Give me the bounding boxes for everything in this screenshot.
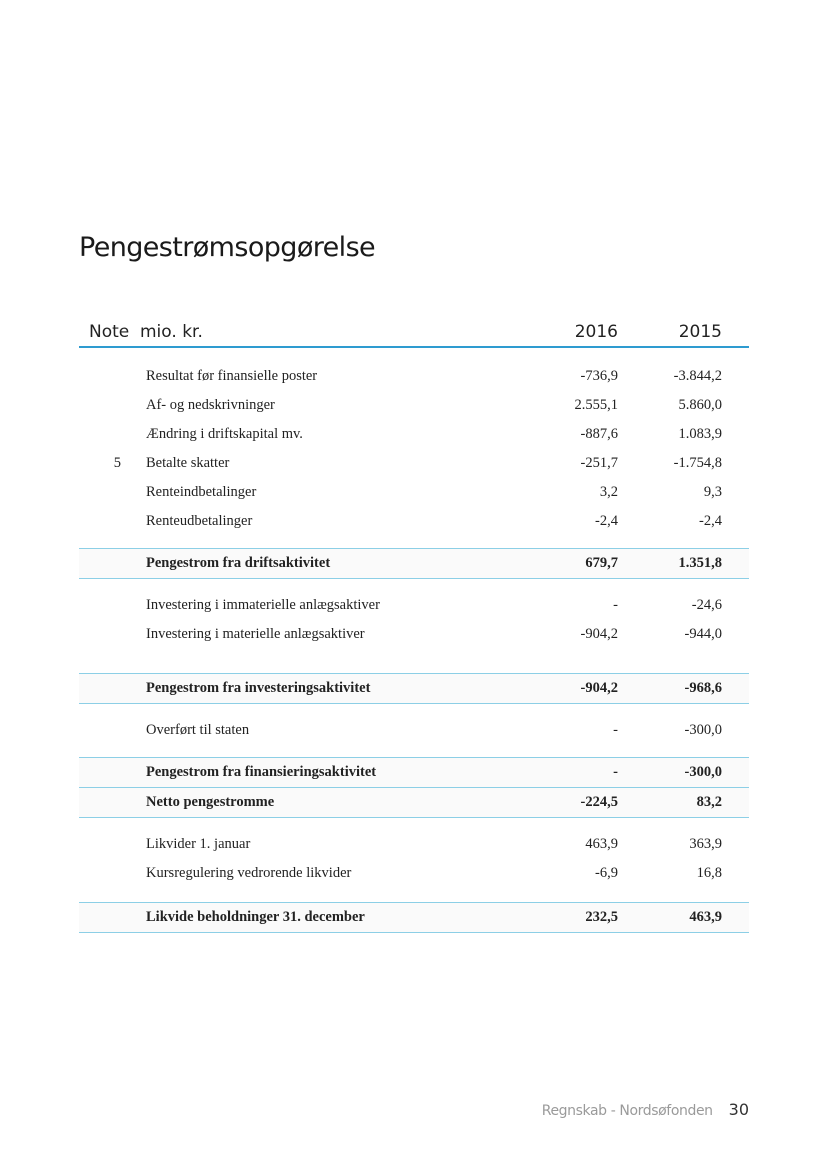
footer-text: Regnskab - Nordsøfonden xyxy=(541,1103,713,1119)
row-label: Renteindbetalinger xyxy=(146,484,257,500)
table-header xyxy=(79,318,749,348)
row-value-2016: -6,9 xyxy=(595,865,618,881)
header-year-2015: 2015 xyxy=(678,322,722,342)
row-label: Resultat før finansielle poster xyxy=(146,368,318,384)
row-label: Af- og nedskrivninger xyxy=(146,397,275,413)
total-row-net xyxy=(79,788,749,818)
row-label: Ændring i driftskapital mv. xyxy=(146,426,303,442)
row-label: Likvide beholdninger 31. december xyxy=(146,909,365,925)
row-value-2015: 5.860,0 xyxy=(678,397,722,413)
row-label: Pengestrom fra investeringsaktivitet xyxy=(146,680,371,696)
row-label: Investering i materielle anlægsaktiver xyxy=(146,626,365,642)
cash-flow-table xyxy=(79,318,749,933)
row-value-2015: 16,8 xyxy=(696,865,722,881)
header-year-2016: 2016 xyxy=(574,322,618,342)
table-row xyxy=(79,507,749,536)
row-value-2016: - xyxy=(613,597,618,613)
row-value-2015: 363,9 xyxy=(689,836,722,852)
total-row-final xyxy=(79,902,749,933)
total-row-investing xyxy=(79,673,749,704)
row-value-2016: -224,5 xyxy=(580,794,618,810)
total-row-operating xyxy=(79,548,749,579)
table-row xyxy=(79,716,749,745)
row-value-2015: -300,0 xyxy=(684,764,722,780)
row-note: 5 xyxy=(113,455,121,471)
row-value-2015: -300,0 xyxy=(684,722,722,738)
row-value-2015: -968,6 xyxy=(684,680,722,696)
row-value-2016: -887,6 xyxy=(580,426,618,442)
row-value-2015: 1.351,8 xyxy=(678,555,722,571)
table-row xyxy=(79,620,749,649)
row-value-2016: -904,2 xyxy=(580,680,618,696)
row-value-2016: -251,7 xyxy=(580,455,618,471)
row-value-2016: - xyxy=(613,764,618,780)
table-row xyxy=(79,391,749,420)
row-value-2015: -2,4 xyxy=(699,513,722,529)
row-value-2015: 9,3 xyxy=(703,484,722,500)
row-value-2016: - xyxy=(613,722,618,738)
row-value-2016: 2.555,1 xyxy=(574,397,618,413)
table-row xyxy=(79,420,749,449)
row-value-2016: 232,5 xyxy=(585,909,618,925)
table-row xyxy=(79,830,749,859)
table-row xyxy=(79,362,749,391)
row-value-2016: 3,2 xyxy=(599,484,618,500)
header-note: Note xyxy=(89,322,130,342)
page-title: Pengestrømsopgørelse xyxy=(79,232,376,263)
row-value-2015: -3.844,2 xyxy=(673,368,722,384)
row-value-2016: -2,4 xyxy=(595,513,618,529)
row-label: Overført til staten xyxy=(146,722,250,738)
row-label: Investering i immaterielle anlægsaktiver xyxy=(146,597,380,613)
row-label: Renteudbetalinger xyxy=(146,513,253,529)
row-value-2016: 463,9 xyxy=(585,836,618,852)
table-row xyxy=(79,478,749,507)
row-value-2015: -1.754,8 xyxy=(673,455,722,471)
table-row xyxy=(79,859,749,888)
table-row xyxy=(79,449,749,478)
row-value-2015: 463,9 xyxy=(689,909,722,925)
row-value-2015: -944,0 xyxy=(684,626,722,642)
row-label: Likvider 1. januar xyxy=(146,836,251,852)
row-value-2016: -736,9 xyxy=(580,368,618,384)
total-row-financing xyxy=(79,757,749,788)
page-number: 30 xyxy=(728,1100,749,1119)
row-label: Pengestrom fra driftsaktivitet xyxy=(146,555,331,571)
header-unit: mio. kr. xyxy=(140,322,203,342)
row-label: Netto pengestromme xyxy=(146,794,275,810)
row-value-2016: 679,7 xyxy=(585,555,618,571)
row-label: Kursregulering vedrorende likvider xyxy=(146,865,352,881)
row-label: Pengestrom fra finansieringsaktivitet xyxy=(146,764,377,780)
table-row xyxy=(79,591,749,620)
row-value-2015: 83,2 xyxy=(696,794,722,810)
row-label: Betalte skatter xyxy=(146,455,230,471)
row-value-2015: -24,6 xyxy=(691,597,722,613)
row-value-2015: 1.083,9 xyxy=(678,426,722,442)
page-footer xyxy=(542,1100,749,1119)
row-value-2016: -904,2 xyxy=(580,626,618,642)
